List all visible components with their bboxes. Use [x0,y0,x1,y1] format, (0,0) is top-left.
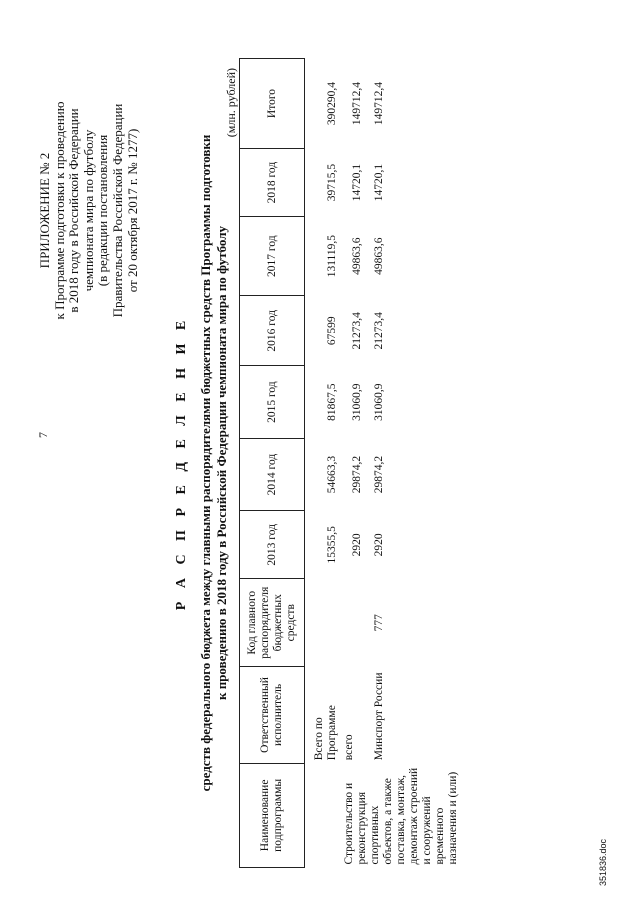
cell-value: 390290,4 [326,81,338,126]
document-subtitle-line-1: средств федерального бюджета между главными распорядителями бюджетных средств Программы подготовки [198,134,213,792]
cell-value: 2920 [351,533,363,557]
header-2015: 2015 год [240,366,305,438]
cell-value: 14720,1 [373,163,385,202]
appendix-line: (в редакции постановления [95,134,111,287]
document-subtitle-line-2: к проведению в 2018 году в Российской Федерации чемпионата мира по футболу [213,225,229,701]
document-title: Р А С П Р Е Д Е Л Е Н И Е [174,315,189,611]
budget-table [239,58,467,868]
cell-executor: всего [343,734,355,761]
table-row-subprogram-total [343,59,373,868]
cell-code: 777 [373,614,385,632]
cell-value: 81867,5 [326,383,338,421]
appendix-line: к Программе подготовки к проведению [51,101,67,320]
cell-value: 31060,9 [351,383,363,421]
cell-subprogram-name: Строительство и реконструкция спортивных объектов, а также поставка, монтаж, демонтаж строений и сооружений временного назначения и (или) [343,767,459,865]
header-2018: 2018 год [240,149,305,217]
cell-executor: Всего по Программе [313,705,338,761]
cell-value: 149712,4 [351,81,363,126]
cell-value: 49863,6 [373,237,385,275]
table-header-row [240,59,305,868]
cell-value: 49863,6 [351,237,363,275]
cell-value: 21273,4 [373,312,385,350]
header-2017: 2017 год [240,217,305,296]
cell-value: 14720,1 [351,163,363,202]
cell-value: 54663,3 [326,455,338,494]
cell-value: 29874,2 [351,455,363,494]
header-2014: 2014 год [240,438,305,510]
cell-value: 29874,2 [373,455,385,494]
cell-value: 67599 [326,316,338,346]
units-label: (млн. рублей) [224,68,238,138]
page-number: 7 [36,432,50,438]
cell-executor: Минспорт России [373,672,385,761]
document-heading [174,58,229,868]
header-2013: 2013 год [240,511,305,579]
cell-value: 31060,9 [373,383,385,421]
appendix-block [38,68,140,353]
table-row-minsport [373,59,395,868]
table-row-program-total [305,59,344,868]
appendix-line: ПРИЛОЖЕНИЕ № 2 [37,152,52,269]
header-total: Итого [240,59,305,149]
header-subprogram: Наименование подпрограммы [240,763,305,867]
cell-value: 15355,5 [326,526,338,564]
appendix-line: чемпионата мира по футболу [80,129,96,292]
cell-value: 149712,4 [373,81,385,126]
appendix-line: от 20 октября 2017 г. № 1277) [124,128,140,293]
cell-value: 21273,4 [351,312,363,350]
landscape-content [38,58,498,868]
header-code: Код главного распорядителя бюджетных средств [240,579,305,667]
cell-value: 131119,5 [326,235,338,278]
appendix-line: в 2018 году в Российской Федерации [66,108,82,313]
document-file-id: 351836.doc [598,838,608,886]
cell-value: 39715,5 [326,163,338,202]
appendix-line: Правительства Российской Федерации [109,103,125,318]
header-2016: 2016 год [240,296,305,366]
header-executor: Ответственный исполнитель [240,667,305,764]
cell-value: 2920 [373,533,385,557]
